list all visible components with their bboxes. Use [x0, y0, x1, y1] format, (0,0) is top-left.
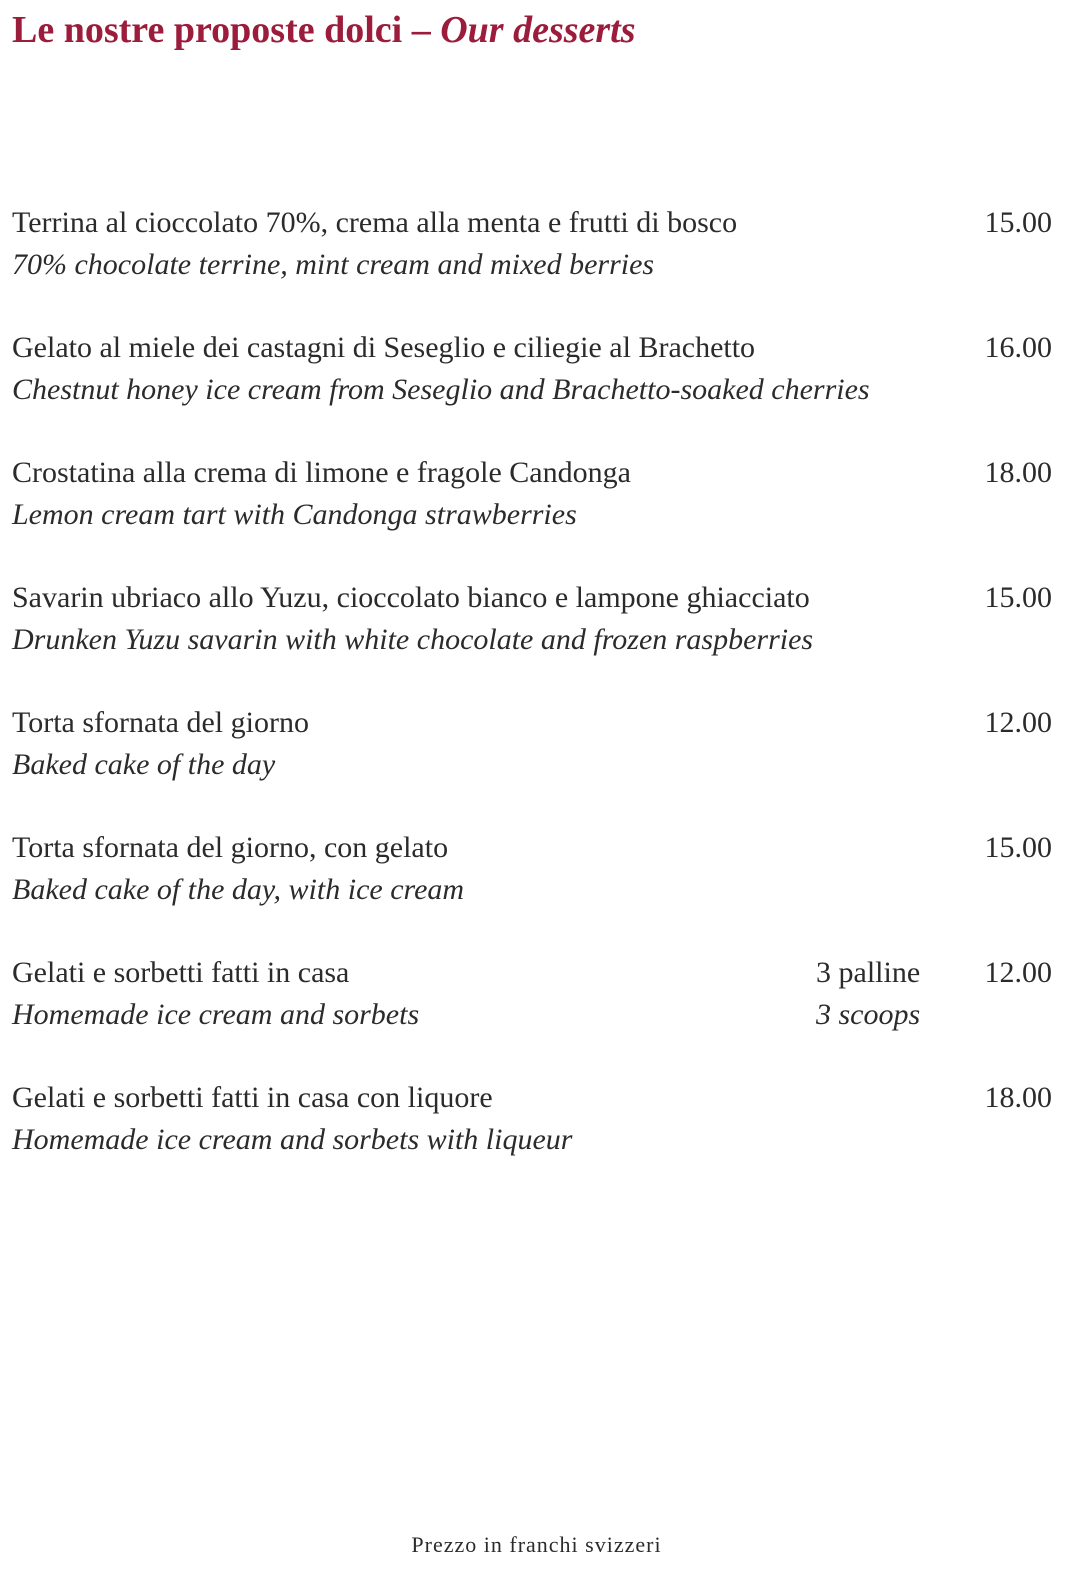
menu-item-name-english: Homemade ice cream and sorbets with liqueur	[12, 1123, 573, 1156]
menu-item-quantity-italian: 3 palline	[816, 956, 921, 989]
menu-item-name-italian: Gelati e sorbetti fatti in casa con liquore	[12, 1081, 493, 1114]
menu-item-name-italian: Torta sfornata del giorno	[12, 706, 309, 739]
menu-item-price: 12.00	[984, 956, 1052, 989]
menu-item-name-italian: Gelato al miele dei castagni di Seseglio e ciliegie al Brachetto	[12, 331, 756, 364]
menu-item-price: 15.00	[984, 581, 1052, 614]
menu-item	[12, 204, 1052, 329]
menu-item-name-english: Chestnut honey ice cream from Seseglio and Brachetto-soaked cherries	[12, 373, 870, 406]
menu-item	[12, 829, 1052, 954]
menu-item-price: 12.00	[984, 706, 1052, 739]
title-italian: Le nostre proposte dolci –	[12, 9, 431, 51]
dessert-menu-list	[12, 204, 1052, 1204]
menu-item-price: 15.00	[984, 206, 1052, 239]
menu-item	[12, 329, 1052, 454]
menu-item-name-english: Baked cake of the day, with ice cream	[12, 873, 465, 906]
menu-item-name-italian: Savarin ubriaco allo Yuzu, cioccolato bianco e lampone ghiacciato	[12, 581, 810, 614]
menu-item-name-english: Baked cake of the day	[12, 748, 276, 781]
menu-item-name-english: 70% chocolate terrine, mint cream and mixed berries	[12, 248, 655, 281]
page-title	[12, 8, 636, 52]
title-english: Our desserts	[440, 9, 636, 51]
menu-item-name-italian: Terrina al cioccolato 70%, crema alla menta e frutti di bosco	[12, 206, 738, 239]
menu-item-name-italian: Gelati e sorbetti fatti in casa	[12, 956, 350, 989]
menu-item	[12, 704, 1052, 829]
menu-item-name-english: Homemade ice cream and sorbets	[12, 998, 420, 1031]
menu-item	[12, 1079, 1052, 1204]
menu-item-name-english: Drunken Yuzu savarin with white chocolate and frozen raspberries	[12, 623, 814, 656]
menu-item	[12, 954, 1052, 1079]
menu-item-price: 18.00	[984, 1081, 1052, 1114]
menu-item	[12, 454, 1052, 579]
menu-item-price: 15.00	[984, 831, 1052, 864]
menu-item-name-italian: Torta sfornata del giorno, con gelato	[12, 831, 449, 864]
menu-item-name-italian: Crostatina alla crema di limone e fragole Candonga	[12, 456, 631, 489]
menu-item-quantity-english: 3 scoops	[816, 998, 921, 1031]
price-currency-note: Prezzo in franchi svizzeri	[411, 1532, 662, 1557]
menu-item	[12, 579, 1052, 704]
menu-item-price: 18.00	[984, 456, 1052, 489]
menu-item-price: 16.00	[984, 331, 1052, 364]
menu-item-name-english: Lemon cream tart with Candonga strawberries	[12, 498, 577, 531]
